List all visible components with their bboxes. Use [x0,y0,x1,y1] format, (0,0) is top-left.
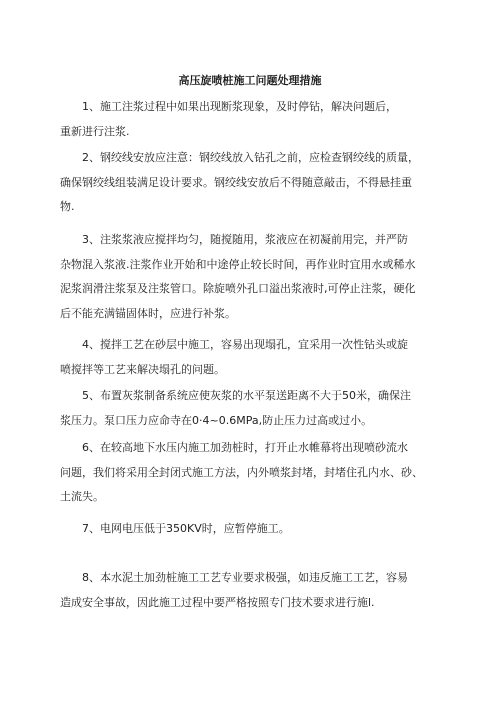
paragraph-line: 造成安全事故，因此施工过程中要严格按照专门技术要求进行施l. [60,595,375,609]
paragraph-line: 2、钢绞线安放应注意：钢绞线放入钻孔之前，应检查钢绞线的质量， [82,151,419,164]
paragraph-7 [60,517,445,542]
paragraph-8 [60,566,445,615]
paragraph-2 [60,146,445,220]
document-title: 高压旋喷桩施工问题处理措施 [178,74,322,87]
paragraph-line: 浆压力。泵口压力应命寺在0·4~0.6MPa,防止压力过高或过小。 [60,413,373,427]
paragraph-line: 1、施工注浆过程中如果出现断浆现象，及时停钻，解决问题后， [82,100,397,113]
paragraph-line: 5、布置灰浆制备系统应使灰浆的水平泵送距离不大于50米，确保注 [82,389,411,402]
paragraph-line: 8、本水泥土加劲桩施工工艺专业要求极强，如违反施工工艺，容易 [82,571,408,584]
paragraph-line: 杂物混入浆液.注浆作业开始和中途停止较长时间，再作业时宜用水或稀水 [60,257,416,271]
paragraph-line: 物. [60,200,75,213]
paragraph-line: 3、注浆浆液应搅拌均匀，随搅随用，浆液应在初凝前用完，并严防 [82,233,408,246]
paragraph-line: 4、搅拌工艺在砂层中施工，容易出现塌孔，宜采用一次性钻头或旋 [82,338,408,351]
paragraph-line: 重新进行注浆. [60,124,130,138]
paragraph-line: 土流失。 [60,490,104,503]
paragraph-1 [60,95,445,144]
paragraph-3 [60,228,445,326]
paragraph-line: 7、电网电压低于350KV时，应暂停施工。 [82,522,290,535]
paragraph-6 [60,436,445,510]
paragraph-line: 泥浆润滑注浆泵及注浆管口。除旋喷外孔口溢出浆液时,可停止注浆，硬化 [60,282,416,295]
paragraph-4 [60,333,445,382]
paragraph-5 [60,384,445,433]
paragraph-line: 6、在较高地下水压内施工加劲桩时，打开止水帷幕将出现喷砂流水 [82,441,408,454]
paragraph-line: 问题，我们将采用全封闭式施工方法，内外喷浆封堵，封堵住孔内水、砂、 [60,465,423,479]
paragraph-line: 喷搅拌等工艺来解决塌孔的问题。 [60,362,225,376]
paragraph-line: 后不能充满锚固体时，应进行补浆。 [60,306,236,320]
paragraph-line: 确保钢绞线组装满足设计要求。钢绞线安放后不得随意敲击，不得悬挂重 [60,175,412,189]
